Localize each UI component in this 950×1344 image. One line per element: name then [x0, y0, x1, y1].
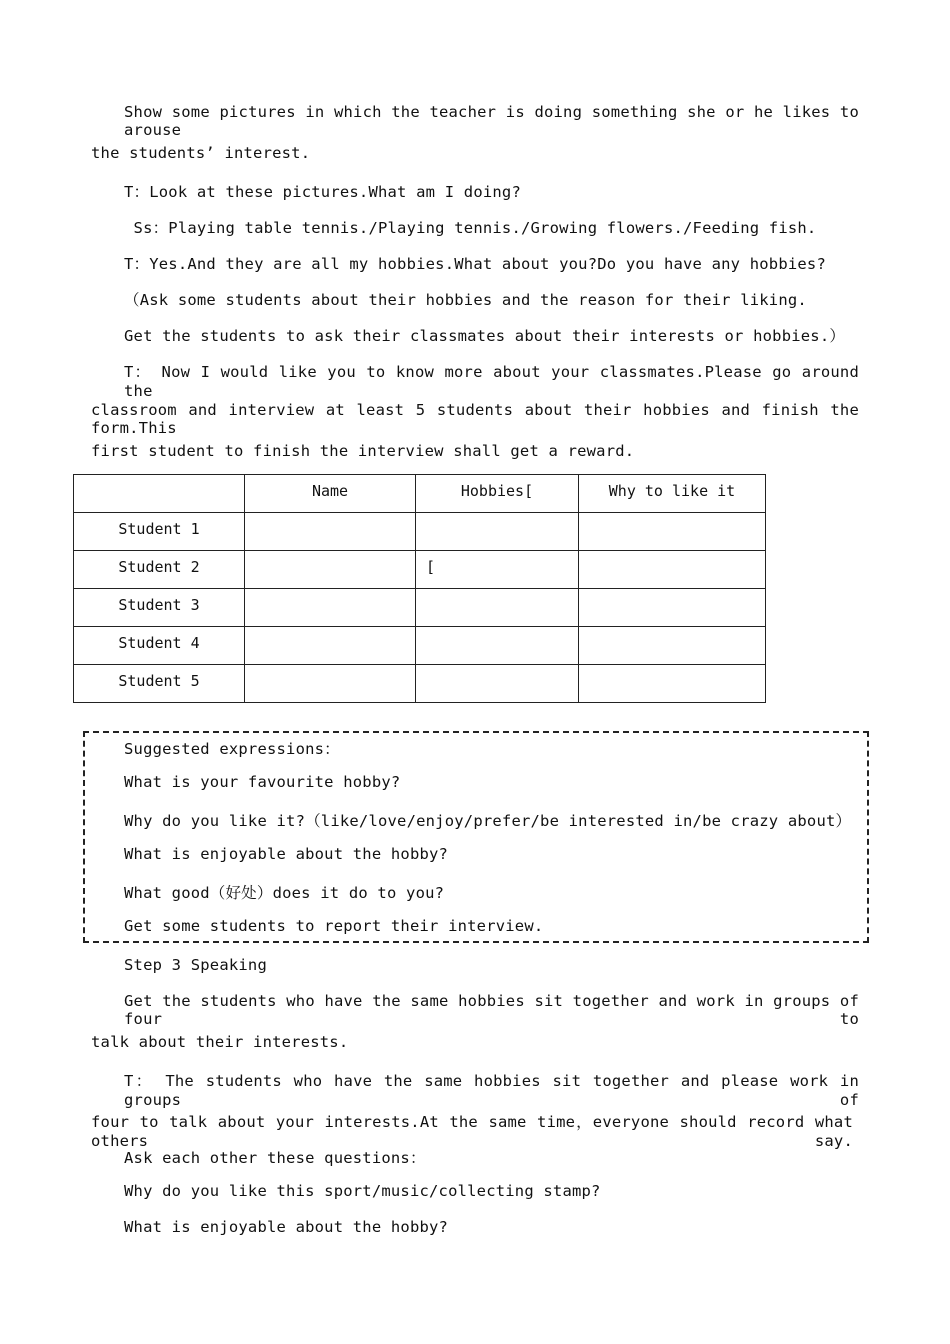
table-row [74, 665, 766, 703]
table-row [74, 589, 766, 627]
table-cell [245, 665, 416, 703]
dialogue-line: T：Look at these pictures.What am I doing? [124, 183, 521, 201]
table-row [74, 513, 766, 551]
table-cell [416, 589, 579, 627]
row-label-cell: Student 5 [74, 665, 245, 703]
intro-line-2: the students’ interest. [91, 144, 311, 162]
table-cell [245, 589, 416, 627]
table-cell [416, 513, 579, 551]
interview-form-table [73, 474, 766, 703]
step3-teacher-line-2: four to talk about your interests.At the same time，everyone should record what others say. [91, 1113, 853, 1150]
step3-paragraph-line-2: talk about their interests. [91, 1033, 349, 1051]
table-cell [579, 589, 766, 627]
suggested-expressions-box [83, 731, 869, 943]
row-label-cell: Student 3 [74, 589, 245, 627]
row-label-cell: Student 2 [74, 551, 245, 589]
step3-paragraph-line-1: Get the students who have the same hobbies sit together and work in groups of four to [124, 992, 859, 1028]
table-cell [245, 551, 416, 589]
question-line: Why do you like this sport/music/collecting stamp? [124, 1182, 601, 1200]
row-label-cell: Student 1 [74, 513, 245, 551]
suggested-line: What is enjoyable about the hobby? [124, 845, 449, 863]
table-cell [579, 627, 766, 665]
instruction-line-3: first student to finish the interview shall get a reward. [91, 442, 635, 460]
suggested-line: What good（好处）does it do to you? [124, 884, 445, 902]
row-label-cell: Student 4 [74, 627, 245, 665]
table-row [74, 627, 766, 665]
table-cell [416, 665, 579, 703]
suggested-line: Why do you like it?（like/love/enjoy/prefer/be interested in/be crazy about） [124, 812, 852, 830]
suggested-heading: Suggested expressions： [124, 740, 340, 758]
step3-teacher-line-1: T： The students who have the same hobbies sit together and please work in groups of [124, 1072, 859, 1109]
step3-heading: Step 3 Speaking [124, 956, 267, 974]
table-cell [579, 551, 766, 589]
dialogue-line: Ss：Playing table tennis./Playing tennis./Growing flowers./Feeding fish. [124, 219, 817, 237]
table-cell [579, 513, 766, 551]
table-cell [579, 665, 766, 703]
table-header-row [74, 475, 766, 513]
table-cell [245, 513, 416, 551]
dialogue-line: （Ask some students about their hobbies and the reason for their liking. [124, 291, 807, 309]
table-header-cell [74, 475, 245, 513]
suggested-line: What is your favourite hobby? [124, 773, 401, 791]
question-line: What is enjoyable about the hobby? [124, 1218, 449, 1236]
instruction-line-1: T： Now I would like you to know more about your classmates.Please go around the [124, 363, 859, 400]
instruction-line-2: classroom and interview at least 5 students about their hobbies and finish the form.This [91, 401, 859, 437]
table-cell: [ [416, 551, 579, 589]
intro-line-1: Show some pictures in which the teacher is doing something she or he likes to arouse [124, 103, 859, 139]
table-row [74, 551, 766, 589]
dialogue-line: Get the students to ask their classmates about their interests or hobbies.） [124, 327, 846, 345]
dialogue-line: T：Yes.And they are all my hobbies.What about you?Do you have any hobbies? [124, 255, 826, 273]
table-header-cell: Name [245, 475, 416, 513]
table-cell [245, 627, 416, 665]
suggested-line: Get some students to report their interview. [124, 917, 544, 935]
table-cell [416, 627, 579, 665]
table-header-cell: Hobbies[ [416, 475, 579, 513]
table-header-cell: Why to like it [579, 475, 766, 513]
ask-questions-line: Ask each other these questions： [124, 1149, 426, 1167]
